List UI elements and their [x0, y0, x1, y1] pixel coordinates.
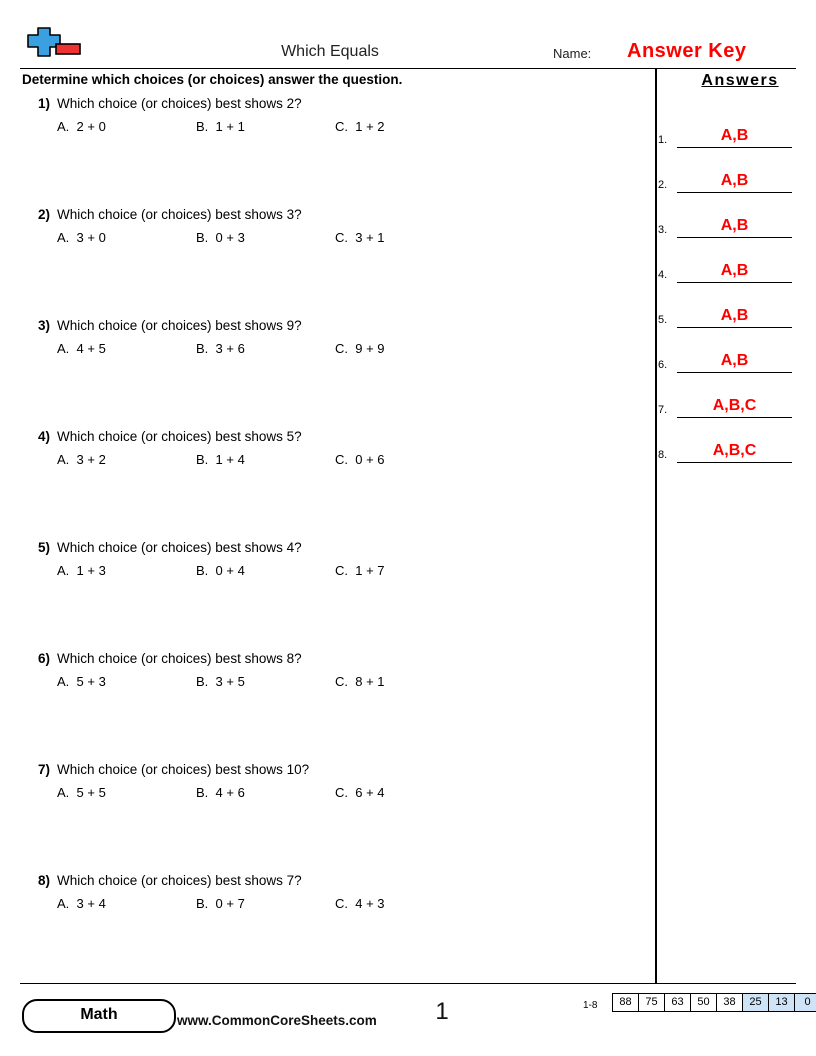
choice-option-a[interactable] [57, 785, 106, 800]
answer-number: 5. [658, 314, 668, 326]
question-item [0, 318, 650, 429]
choice-letter: C. [335, 896, 348, 911]
question-number: 4) [37, 429, 50, 444]
question-number: 8) [37, 873, 50, 888]
choice-value: 0 + 3 [215, 230, 245, 245]
score-box: 75 [639, 994, 665, 1011]
choice-letter: C. [335, 119, 348, 134]
choice-option-b[interactable] [196, 452, 245, 467]
choice-letter: B. [196, 563, 209, 578]
choice-option-c[interactable] [335, 563, 385, 578]
choice-letter: B. [196, 785, 209, 800]
choice-letter: C. [335, 674, 348, 689]
subject-badge [22, 999, 176, 1033]
choice-option-c[interactable] [335, 119, 385, 134]
choice-letter: B. [196, 341, 209, 356]
answer-value[interactable]: A,B,C [712, 397, 757, 414]
question-text: Which choice (or choices) best shows 9? [57, 318, 302, 333]
choice-letter: C. [335, 452, 348, 467]
answer-row [658, 335, 798, 380]
choice-value: 9 + 9 [355, 341, 385, 356]
question-number: 3) [37, 318, 50, 333]
answer-number: 4. [658, 269, 668, 281]
question-item [0, 651, 650, 762]
choice-value: 4 + 6 [215, 785, 245, 800]
choice-letter: B. [196, 230, 209, 245]
choice-option-a[interactable] [57, 119, 106, 134]
choice-value: 4 + 5 [76, 341, 106, 356]
choice-option-a[interactable] [57, 896, 106, 911]
choice-option-b[interactable] [196, 896, 245, 911]
score-box: 50 [691, 994, 717, 1011]
choice-letter: A. [57, 785, 70, 800]
answer-number: 1. [658, 134, 668, 146]
question-text: Which choice (or choices) best shows 7? [57, 873, 302, 888]
page-title: Which Equals [281, 43, 379, 60]
choice-value: 4 + 3 [355, 896, 385, 911]
answer-row [658, 380, 798, 425]
score-box: 25 [743, 994, 769, 1011]
answer-row [658, 425, 798, 470]
choice-option-a[interactable] [57, 674, 106, 689]
choice-value: 1 + 4 [215, 452, 245, 467]
choice-value: 5 + 5 [76, 785, 106, 800]
choice-letter: A. [57, 896, 70, 911]
choice-option-b[interactable] [196, 563, 245, 578]
choice-option-c[interactable] [335, 674, 385, 689]
answer-number: 3. [658, 224, 668, 236]
answer-line [677, 147, 792, 148]
choice-value: 0 + 4 [215, 563, 245, 578]
question-number: 6) [37, 651, 50, 666]
answer-line [677, 417, 792, 418]
choice-letter: C. [335, 230, 348, 245]
choice-value: 3 + 2 [76, 452, 106, 467]
choice-letter: B. [196, 119, 209, 134]
answer-value[interactable]: A,B [720, 127, 749, 144]
header-divider [20, 68, 796, 69]
score-box: 38 [717, 994, 743, 1011]
choice-letter: C. [335, 785, 348, 800]
choice-option-c[interactable] [335, 896, 385, 911]
choice-option-c[interactable] [335, 785, 385, 800]
question-number: 5) [37, 540, 50, 555]
footer-divider [20, 983, 796, 984]
answer-key-label: Answer Key [627, 40, 747, 62]
answer-row [658, 110, 798, 155]
choice-value: 3 + 1 [355, 230, 385, 245]
choice-letter: A. [57, 230, 70, 245]
choice-option-a[interactable] [57, 563, 106, 578]
choice-letter: B. [196, 896, 209, 911]
choice-value: 2 + 0 [76, 119, 106, 134]
choice-letter: A. [57, 341, 70, 356]
choice-letter: C. [335, 563, 348, 578]
choice-letter: A. [57, 119, 70, 134]
answer-value[interactable]: A,B,C [712, 442, 757, 459]
score-box: 88 [613, 994, 639, 1011]
answer-row [658, 245, 798, 290]
choice-option-a[interactable] [57, 230, 106, 245]
choice-option-b[interactable] [196, 674, 245, 689]
answer-line [677, 327, 792, 328]
question-text: Which choice (or choices) best shows 5? [57, 429, 302, 444]
answer-line [677, 192, 792, 193]
question-text: Which choice (or choices) best shows 3? [57, 207, 302, 222]
answers-heading: Answers [701, 72, 779, 89]
instructions-text: Determine which choices (or choices) answer the question. [22, 72, 403, 87]
question-item [0, 762, 650, 873]
choice-value: 3 + 4 [76, 896, 106, 911]
subject-label: Math [80, 1006, 118, 1023]
score-scale [612, 993, 816, 1012]
choice-value: 0 + 7 [215, 896, 245, 911]
question-text: Which choice (or choices) best shows 8? [57, 651, 302, 666]
answer-value[interactable]: A,B [720, 262, 749, 279]
answers-list [658, 110, 798, 470]
choice-value: 5 + 3 [76, 674, 106, 689]
answer-number: 8. [658, 449, 668, 461]
answer-line [677, 372, 792, 373]
question-item [0, 873, 650, 984]
choice-option-c[interactable] [335, 341, 385, 356]
answer-value[interactable]: A,B [720, 172, 749, 189]
answer-line [677, 237, 792, 238]
choice-value: 1 + 2 [355, 119, 385, 134]
score-box: 0 [795, 994, 816, 1011]
page-number: 1 [435, 998, 449, 1025]
answer-line [677, 282, 792, 283]
choice-option-a[interactable] [57, 452, 106, 467]
answer-row [658, 200, 798, 245]
question-item [0, 207, 650, 318]
name-label: Name: [553, 46, 592, 61]
choice-letter: B. [196, 452, 209, 467]
question-item [0, 96, 650, 207]
answer-row [658, 290, 798, 335]
choice-value: 1 + 7 [355, 563, 385, 578]
choice-letter: A. [57, 563, 70, 578]
choice-option-b[interactable] [196, 341, 245, 356]
answer-value[interactable]: A,B [720, 217, 749, 234]
score-box: 13 [769, 994, 795, 1011]
choice-option-b[interactable] [196, 119, 245, 134]
question-number: 2) [37, 207, 50, 222]
question-text: Which choice (or choices) best shows 10? [57, 762, 310, 777]
choice-option-c[interactable] [335, 452, 385, 467]
answer-row [658, 155, 798, 200]
choice-option-b[interactable] [196, 230, 245, 245]
answer-number: 6. [658, 359, 668, 371]
answer-number: 7. [658, 404, 668, 416]
choice-letter: C. [335, 341, 348, 356]
choice-value: 6 + 4 [355, 785, 385, 800]
page-header [0, 0, 816, 68]
site-url[interactable]: www.CommonCoreSheets.com [177, 1013, 377, 1028]
score-box: 63 [665, 994, 691, 1011]
choice-letter: A. [57, 674, 70, 689]
answer-value[interactable]: A,B [720, 307, 749, 324]
answer-line [677, 462, 792, 463]
choice-letter: B. [196, 674, 209, 689]
question-number: 7) [37, 762, 50, 777]
question-item [0, 540, 650, 651]
question-number: 1) [37, 96, 50, 111]
choice-value: 3 + 0 [76, 230, 106, 245]
question-item [0, 429, 650, 540]
choice-value: 3 + 5 [215, 674, 245, 689]
answer-number: 2. [658, 179, 668, 191]
choice-value: 1 + 1 [215, 119, 245, 134]
choice-option-c[interactable] [335, 230, 385, 245]
vertical-divider [655, 68, 657, 983]
questions-list [0, 96, 650, 984]
choice-option-a[interactable] [57, 341, 106, 356]
choice-value: 8 + 1 [355, 674, 385, 689]
choice-value: 0 + 6 [355, 452, 385, 467]
score-range-label: 1-8 [583, 1000, 598, 1011]
answer-value[interactable]: A,B [720, 352, 749, 369]
choice-value: 1 + 3 [76, 563, 106, 578]
choice-value: 3 + 6 [215, 341, 245, 356]
question-text: Which choice (or choices) best shows 2? [57, 96, 302, 111]
question-text: Which choice (or choices) best shows 4? [57, 540, 302, 555]
choice-option-b[interactable] [196, 785, 245, 800]
choice-letter: A. [57, 452, 70, 467]
